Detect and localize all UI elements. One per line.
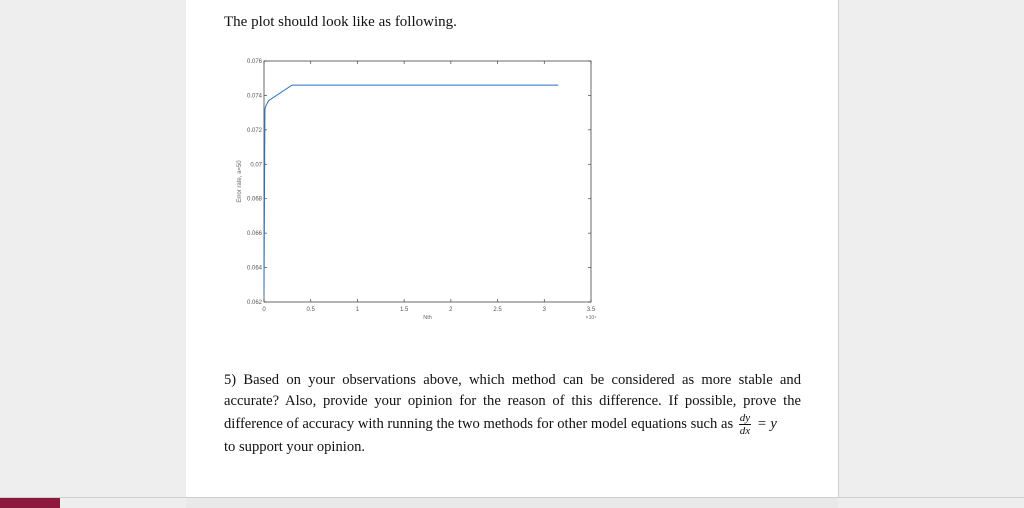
y-tick-label: 0.072 [246, 127, 262, 134]
fraction-denominator: dx [739, 425, 751, 437]
y-tick-label: 0.07 [250, 162, 262, 169]
y-tick-label: 0.076 [246, 59, 262, 65]
page-divider [838, 0, 839, 497]
equation-rest: = y [756, 415, 777, 432]
x-tick-label: 0 [262, 307, 266, 313]
y-tick-label: 0.074 [246, 93, 262, 100]
x-tick-label: 0.5 [306, 307, 315, 313]
bottom-border [0, 497, 1024, 498]
x-tick-label: 2 [449, 307, 453, 313]
question-5 [224, 370, 801, 458]
y-tick-label: 0.062 [246, 300, 262, 306]
question-lead-text: 5) Based on your observations above, which method can be considered as more stable and accurate? Also, provide your opinion for the reason of this difference. If possible, prove the difference of accuracy with running the two methods for other model equations such as [224, 372, 801, 432]
error-rate-chart [226, 55, 826, 340]
plot-area-box [264, 61, 591, 302]
x-tick-label: 1 [355, 307, 360, 313]
x-tick-label: 1.5 [399, 307, 409, 313]
x-axis-multiplier: ×10⁴ [585, 315, 597, 321]
taskbar-accent [0, 498, 60, 508]
y-tick-label: 0.064 [246, 265, 262, 272]
y-tick-label: 0.066 [246, 231, 262, 238]
x-tick-label: 3 [542, 307, 546, 313]
left-gutter [0, 0, 186, 508]
fraction-numerator: dy [739, 412, 751, 424]
x-tick-label: 2.5 [493, 307, 502, 313]
derivative-fraction [739, 412, 751, 437]
y-tick-label: 0.068 [246, 196, 262, 203]
x-axis-label: Nth [423, 315, 432, 321]
plot-intro-heading: The plot should look like as following. [224, 14, 457, 30]
x-tick-label: 3.5 [586, 307, 596, 313]
document-page [186, 0, 838, 497]
right-gutter [838, 0, 1024, 508]
y-axis-label: Error rate, a=50 [237, 160, 243, 203]
question-tail-text: to support your opinion. [224, 439, 366, 455]
